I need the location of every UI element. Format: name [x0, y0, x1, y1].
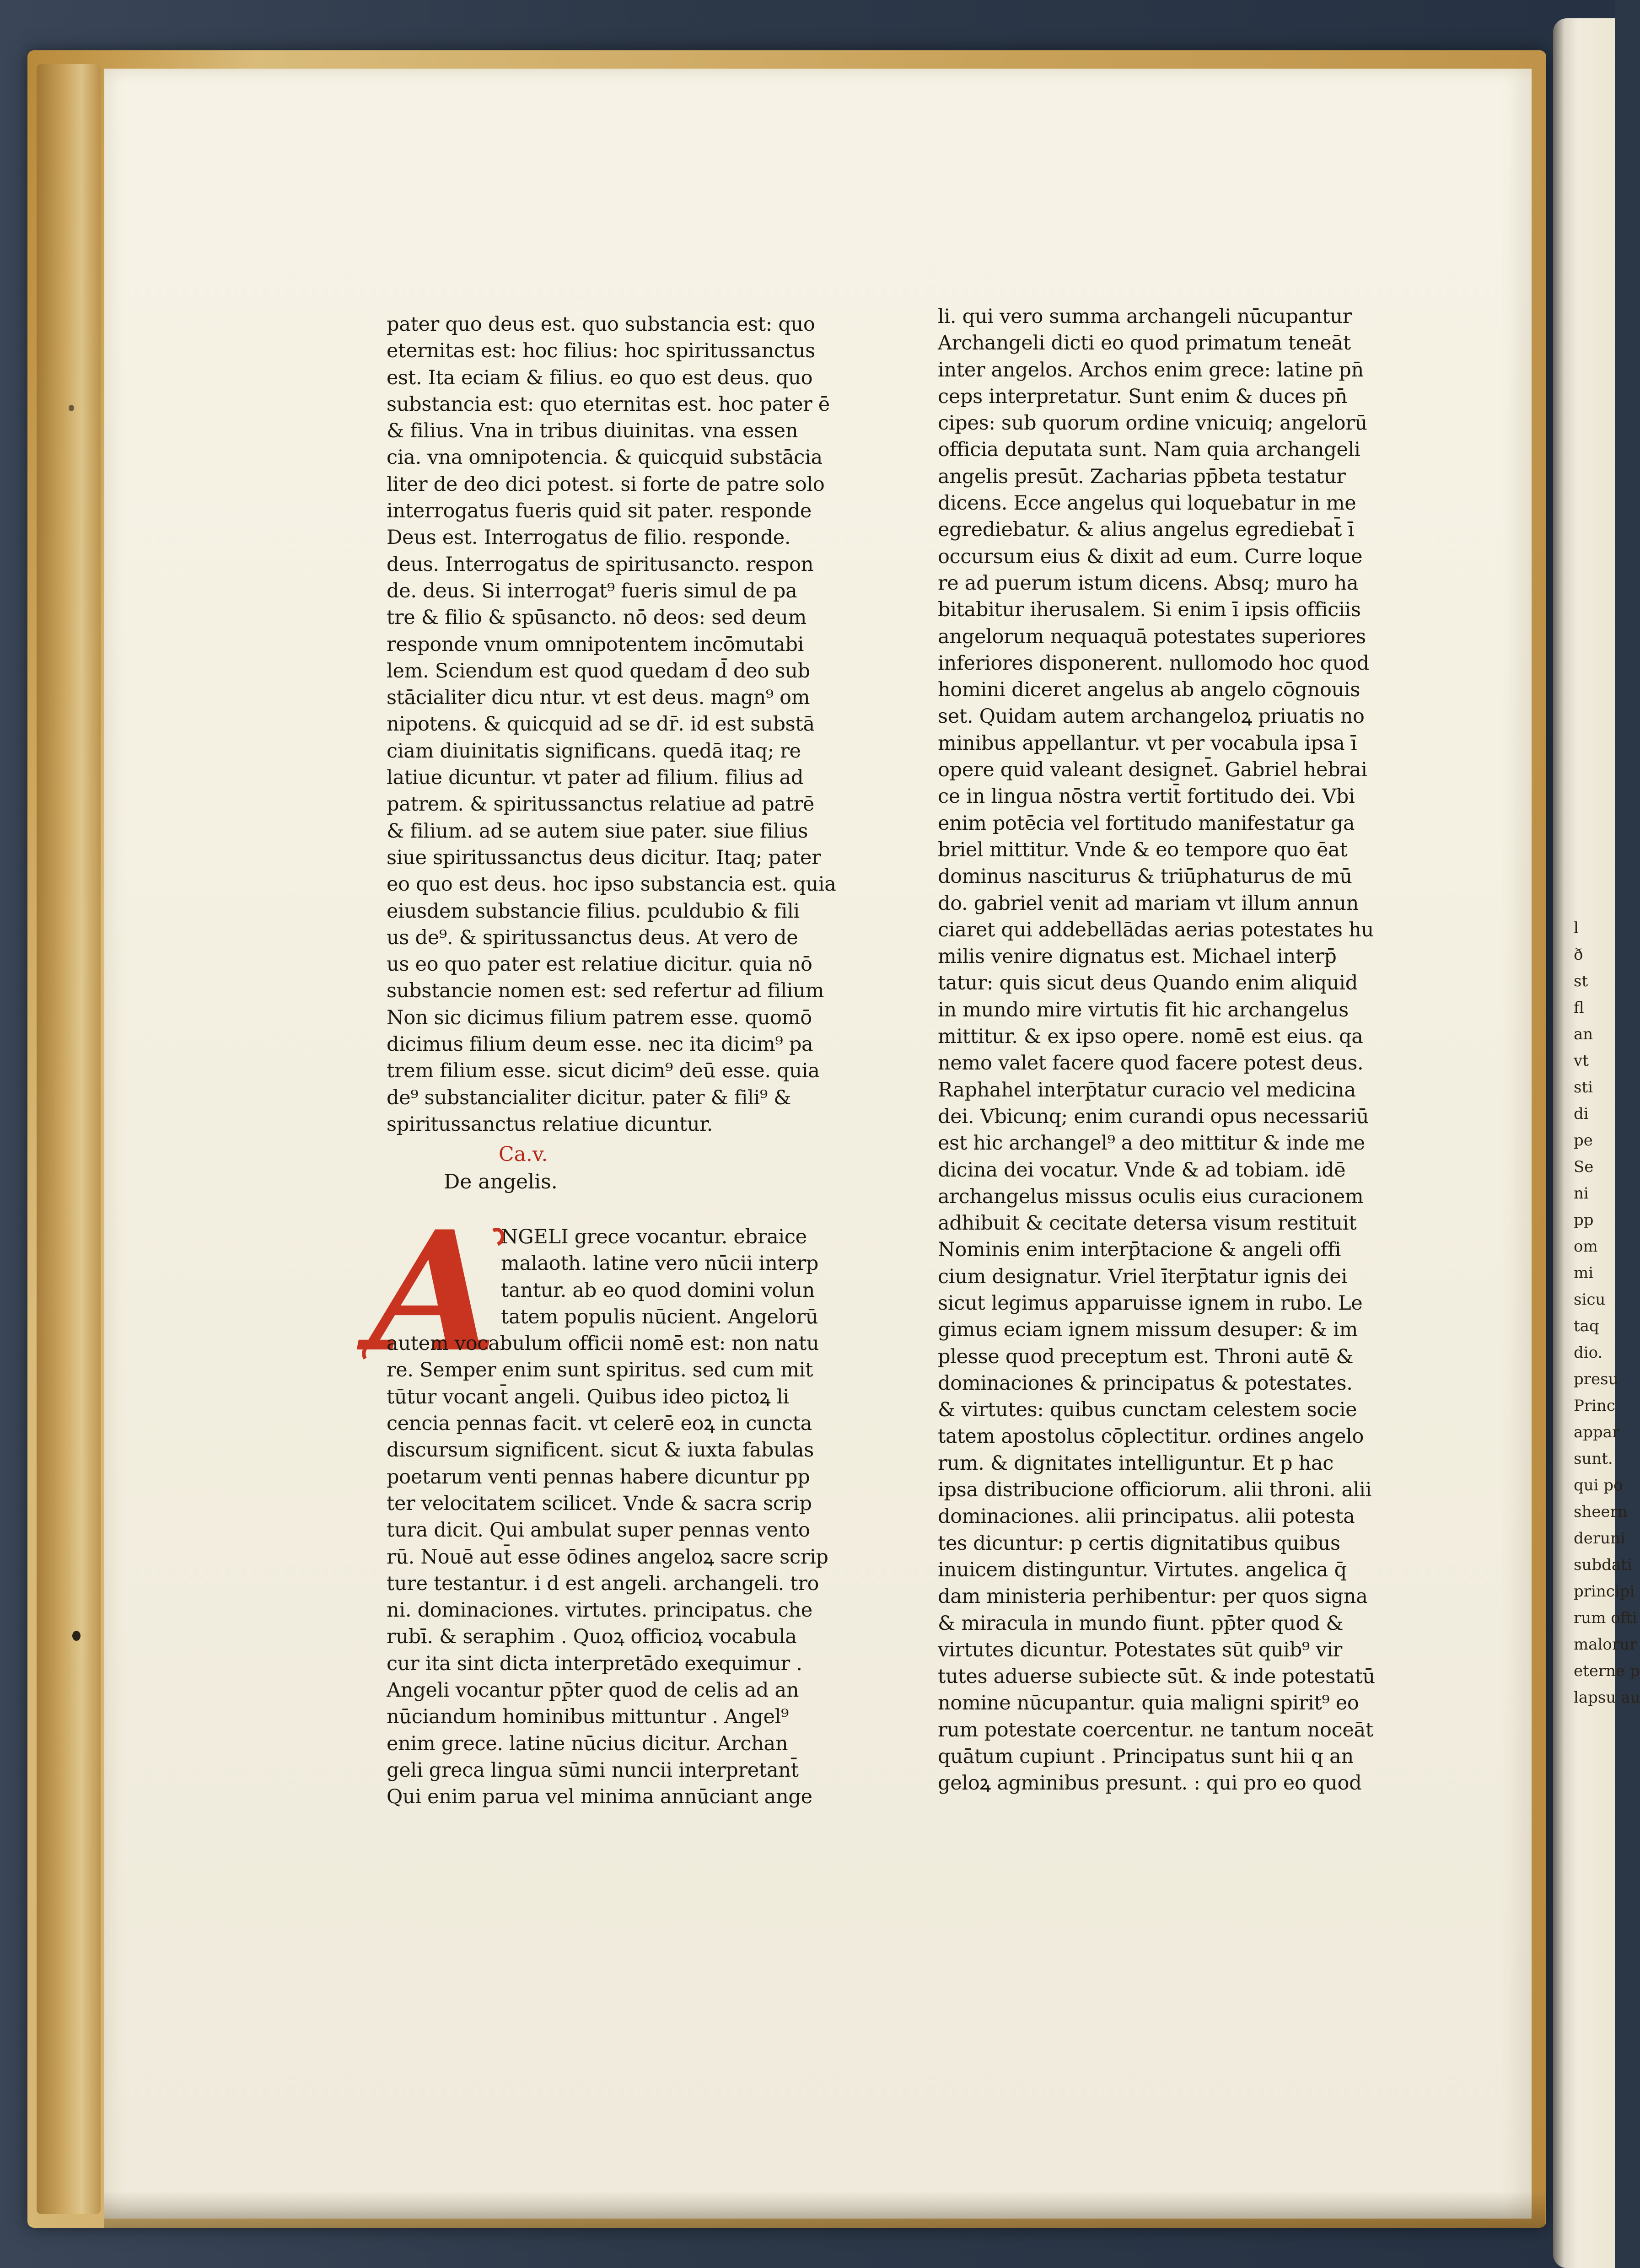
text-line: geloꝝ agminibus presunt. : qui pro eo quod	[938, 1772, 1362, 1795]
facing-page-fragment: appar	[1574, 1423, 1620, 1441]
text-line: briel mittitur. Vnde & eo tempore quo ēat	[938, 838, 1348, 861]
text-line: nūciandum hominibus mittuntur . Angel⁹	[387, 1705, 789, 1729]
left-column-bottom-text	[387, 1224, 839, 1811]
chapter-title: De angelis.	[444, 1170, 558, 1193]
facing-page-fragment: om	[1574, 1237, 1598, 1256]
text-line: ciaret qui addebellādas aerias potestates hu	[938, 918, 1374, 941]
text-line: rū. Nouē aut̄ esse ōdines angeloꝝ sacre scrip	[387, 1545, 828, 1569]
text-line: tantur. ab eo quod domini volun	[501, 1279, 815, 1302]
binding-hole	[69, 405, 74, 411]
facing-page-fragment: rum ofti	[1574, 1609, 1637, 1627]
text-line: & filium. ad se autem siue pater. siue filius	[387, 819, 808, 843]
text-line: liter de deo dici potest. si forte de patre solo	[387, 473, 825, 496]
facing-page-fragment: fl	[1574, 999, 1584, 1017]
text-line: interrogatus fueris quid sit pater. responde	[387, 500, 812, 523]
facing-page-fragment: pe	[1574, 1131, 1593, 1150]
text-line: homini diceret angelus ab angelo cōgnouis	[938, 678, 1360, 702]
text-line: ceps interpretatur. Sunt enim & duces pn̄	[938, 385, 1347, 408]
text-line: plesse quod preceptum est. Throni autē &	[938, 1345, 1354, 1368]
text-line: dam ministeria perhibentur: per quos signa	[938, 1585, 1368, 1608]
text-line: siue spiritussanctus deus dicitur. Itaq; pater	[387, 846, 821, 869]
chapter-number	[499, 1141, 548, 1168]
text-line: tre & filio & spūsancto. nō deos: sed deum	[387, 606, 807, 629]
text-line: egrediebatur. & alius angelus egrediebat̄ ī	[938, 518, 1354, 542]
text-line: de⁹ substancialiter dicitur. pater & fili⁹ &	[387, 1086, 791, 1109]
text-line: us eo quo pater est relatiue dicitur. quia nō	[387, 953, 812, 976]
text-line: officia deputata sunt. Nam quia archangeli	[938, 438, 1360, 462]
text-line: spiritussanctus relatiue dicuntur.	[387, 1113, 713, 1136]
text-line: ipsa distribucione officiorum. alii throni. alii	[938, 1478, 1372, 1502]
text-line: Raphahel interp̄tatur curacio vel medicina	[938, 1078, 1356, 1102]
text-line: minibus appellantur. vt per vocabula ipsa ī	[938, 731, 1357, 755]
text-line: trem filium esse. sicut dicim⁹ deū esse. quia	[387, 1059, 820, 1083]
text-line: dominus nasciturus & triūphaturus de mū	[938, 865, 1352, 888]
text-line: mittitur. & ex ipso opere. nomē est eius. qa	[938, 1025, 1363, 1048]
text-line: substancia est: quo eternitas est. hoc pater ē	[387, 392, 830, 416]
facing-page-fragment: subdati	[1574, 1556, 1632, 1574]
facing-page-fragment: sheern	[1574, 1503, 1628, 1521]
text-line: tatem populis nūcient. Angelorū	[501, 1305, 818, 1328]
text-line: dei. Vbicunq; enim curandi opus necessariū	[938, 1105, 1369, 1128]
text-line: eo quo est deus. hoc ipso substancia est. quia	[387, 873, 836, 896]
text-line: lem. Sciendum est quod quedam d̄ deo sub	[387, 659, 810, 683]
text-line: tutes aduerse subiecte sūt. & inde potestatū	[938, 1665, 1375, 1688]
text-line: de. deus. Si interrogat⁹ fueris simul de pa	[387, 579, 797, 602]
text-line: poetarum venti pennas habere dicuntur pp	[387, 1465, 810, 1489]
vellum-binding-edge	[37, 64, 101, 2214]
text-line: Archangeli dicti eo quod primatum teneāt	[938, 332, 1351, 355]
facing-page-fragment: taq	[1574, 1317, 1599, 1335]
text-line: Deus est. Interrogatus de filio. responde.	[387, 526, 791, 549]
text-line: enim potēcia vel fortitudo manifestatur ga	[938, 812, 1355, 835]
facing-page-fragment: qui po	[1574, 1476, 1623, 1494]
binding-hole	[72, 1631, 81, 1641]
text-line: cencia pennas facit. vt celerē eoꝝ in cuncta	[387, 1412, 812, 1435]
text-line: dicens. Ecce angelus qui loquebatur in me	[938, 492, 1356, 515]
text-line: cipes: sub quorum ordine vnicuiq; angelorū	[938, 412, 1367, 435]
text-line: archangelus missus oculis eius curacionem	[938, 1185, 1364, 1208]
text-line: stācialiter dicu ntur. vt est deus. magn⁹ om	[387, 686, 810, 709]
facing-page-fragment: sicu	[1574, 1290, 1606, 1309]
text-line: Angeli vocantur pp̄ter quod de celis ad an	[387, 1679, 799, 1702]
text-line: Non sic dicimus filium patrem esse. quomō	[387, 1006, 812, 1029]
text-line: substancie nomen est: sed refertur ad filium	[387, 979, 824, 1003]
text-line: tūtur vocant̄ angeli. Quibus ideo pictoꝝ li	[387, 1385, 789, 1408]
text-line: enim grece. latine nūcius dicitur. Archan	[387, 1732, 788, 1755]
text-line: nipotens. & quicquid ad se dr̄. id est substā	[387, 713, 815, 736]
text-line: est hic archangel⁹ a deo mittitur & inde me	[938, 1132, 1365, 1155]
initial-letter: A	[370, 1195, 498, 1388]
text-line: cur ita sint dicta interpretādo exequimur .	[387, 1652, 802, 1675]
text-line: tatem apostolus cōplectitur. ordines angelo	[938, 1425, 1364, 1448]
facing-page-fragment: sunt.	[1574, 1450, 1613, 1468]
text-line: bitabitur iherusalem. Si enim ī ipsis officiis	[938, 598, 1361, 622]
text-line: & filius. Vna in tribus diuinitas. vna essen	[387, 419, 798, 443]
text-line: rubī. & seraphim . Quoꝝ officioꝝ vocabula	[387, 1625, 797, 1649]
text-line: ni. dominaciones. virtutes. principatus. che	[387, 1599, 812, 1622]
text-line: milis venire dignatus est. Michael interp̄	[938, 945, 1337, 968]
facing-page-fragment: pp	[1574, 1211, 1594, 1229]
text-line: eiusdem substancie filius. pculdubio & fili	[387, 899, 800, 923]
facing-page-fragment: malorur	[1574, 1635, 1637, 1654]
text-line: & virtutes: quibus cunctam celestem socie	[938, 1398, 1357, 1422]
text-line: angelorum nequaquā potestates superiores	[938, 625, 1366, 648]
facing-page-fragment: principi	[1574, 1582, 1635, 1601]
text-line: opere quid valeant designet̄. Gabriel hebrai	[938, 758, 1367, 782]
text-line: est. Ita eciam & filius. eo quo est deus. quo	[387, 366, 813, 389]
text-line: NGELI grece vocantur. ebraice	[501, 1225, 807, 1248]
text-line: pater quo deus est. quo substancia est: quo	[387, 313, 815, 336]
text-line: ciam diuinitatis significans. quedā itaq; re	[387, 739, 801, 763]
text-line: latiue dicuntur. vt pater ad filium. filius ad	[387, 766, 804, 790]
page-shadow	[104, 2191, 1545, 2228]
text-line: dominaciones. alii principatus. alii potesta	[938, 1505, 1355, 1528]
text-line: dominaciones & principatus & potestates.	[938, 1371, 1353, 1395]
text-line: discursum significent. sicut & iuxta fabulas	[387, 1439, 814, 1462]
text-line: ter velocitatem scilicet. Vnde & sacra scrip	[387, 1492, 812, 1515]
facing-page-text-fragments	[1574, 915, 1640, 1711]
text-line: li. qui vero summa archangeli nūcupantur	[938, 305, 1352, 328]
text-line: dicimus filium deum esse. nec ita dicim⁹ pa	[387, 1033, 813, 1056]
text-line: sicut legimus apparuisse ignem in rubo. Le	[938, 1291, 1363, 1315]
text-line: autem vocabulum officii nomē est: non natu	[387, 1332, 819, 1355]
text-line: re ad puerum istum dicens. Absq; muro ha	[938, 571, 1359, 595]
facing-page-fragment: ð	[1574, 946, 1583, 964]
text-line: tura dicit. Qui ambulat super pennas vento	[387, 1519, 810, 1542]
facing-page-fragment: vt	[1574, 1052, 1589, 1070]
text-line: Nominis enim interp̄tacione & angeli offi	[938, 1238, 1341, 1262]
text-line: inuicem distinguntur. Virtutes. angelica q̄	[938, 1558, 1347, 1581]
text-line: tatur: quis sicut deus Quando enim aliquid	[938, 972, 1358, 995]
text-line: responde vnum omnipotentem incōmutabi	[387, 633, 804, 656]
text-line: & miracula in mundo fiunt. pp̄ter quod &	[938, 1612, 1344, 1635]
text-line: do. gabriel venit ad mariam vt illum annun	[938, 892, 1359, 915]
facing-page-fragment: ni	[1574, 1184, 1589, 1203]
facing-page-fragment: mi	[1574, 1264, 1594, 1282]
facing-page-fragment: dio.	[1574, 1344, 1603, 1362]
text-line: Qui enim parua vel minima annūciant ange	[387, 1785, 812, 1809]
text-line: eternitas est: hoc filius: hoc spiritussanctus	[387, 339, 815, 363]
text-line: ce in lingua nōstra vertit̄ fortitudo dei. Vbi	[938, 785, 1355, 808]
text-line: occursum eius & dixit ad eum. Curre loque	[938, 545, 1363, 568]
text-line: angelis presūt. Zacharias pp̄beta testatur	[938, 465, 1346, 488]
text-line: cium designatur. Vriel īterp̄tatur ignis dei	[938, 1265, 1347, 1288]
text-line: ture testantur. i d est angeli. archangeli. tro	[387, 1572, 819, 1595]
facing-page-fragment: st	[1574, 972, 1588, 990]
text-line: cia. vna omnipotencia. & quicquid substācia	[387, 446, 823, 469]
text-line: rum potestate coercentur. ne tantum noceāt	[938, 1718, 1373, 1741]
text-line: nemo valet facere quod facere potest deus.	[938, 1052, 1364, 1075]
text-line: adhibuit & cecitate detersa visum restituit	[938, 1212, 1357, 1235]
text-line: set. Quidam autem archangeloꝝ priuatis no	[938, 705, 1365, 728]
text-line: dicina dei vocatur. Vnde & ad tobiam. idē	[938, 1158, 1346, 1182]
text-line: rum. & dignitates intelliguntur. Et p hac	[938, 1451, 1334, 1475]
text-line: inter angelos. Archos enim grece: latine pn̄	[938, 358, 1364, 382]
chapter-number-label: Ca.v.	[499, 1143, 548, 1166]
facing-page-fragment: deruni	[1574, 1529, 1625, 1548]
text-line: tes dicuntur: p certis dignitatibus quibus	[938, 1532, 1340, 1555]
facing-page-fragment: an	[1574, 1025, 1593, 1043]
text-line: geli greca lingua sūmi nuncii interpretant̄	[387, 1758, 799, 1782]
text-line: re. Semper enim sunt spiritus. sed cum mit	[387, 1359, 813, 1382]
text-line: nomine nūcupantur. quia maligni spirit⁹ eo	[938, 1692, 1359, 1715]
right-column-text	[938, 303, 1395, 1797]
facing-page-fragment: l	[1574, 919, 1579, 937]
text-line: us de⁹. & spiritussanctus deus. At vero de	[387, 926, 798, 949]
facing-page-fragment: Princ	[1574, 1397, 1615, 1415]
facing-page-fragment: eterne p	[1574, 1662, 1640, 1680]
facing-page-fragment: sti	[1574, 1078, 1593, 1096]
text-line: in mundo mire virtutis fit hic archangelus	[938, 998, 1349, 1021]
text-line: quātum cupiunt . Principatus sunt hii q an	[938, 1745, 1354, 1768]
facing-page-fragment: di	[1574, 1105, 1589, 1123]
left-column-top-text	[387, 311, 839, 1138]
text-line: deus. Interrogatus de spiritusancto. respon	[387, 553, 814, 576]
text-line: malaoth. latine vero nūcii interp	[501, 1252, 819, 1275]
text-line: virtutes dicuntur. Potestates sūt quib⁹ vir	[938, 1638, 1342, 1661]
text-line: gimus eciam ignem missum desuper: & im	[938, 1318, 1358, 1342]
text-line: patrem. & spiritussanctus relatiue ad patrē	[387, 793, 814, 816]
facing-page-fragment: presu	[1574, 1370, 1618, 1388]
text-line: inferiores disponerent. nullomodo hoc quod	[938, 651, 1369, 675]
facing-page-fragment: lapsu au	[1574, 1688, 1640, 1707]
facing-page-fragment: Se	[1574, 1158, 1594, 1176]
